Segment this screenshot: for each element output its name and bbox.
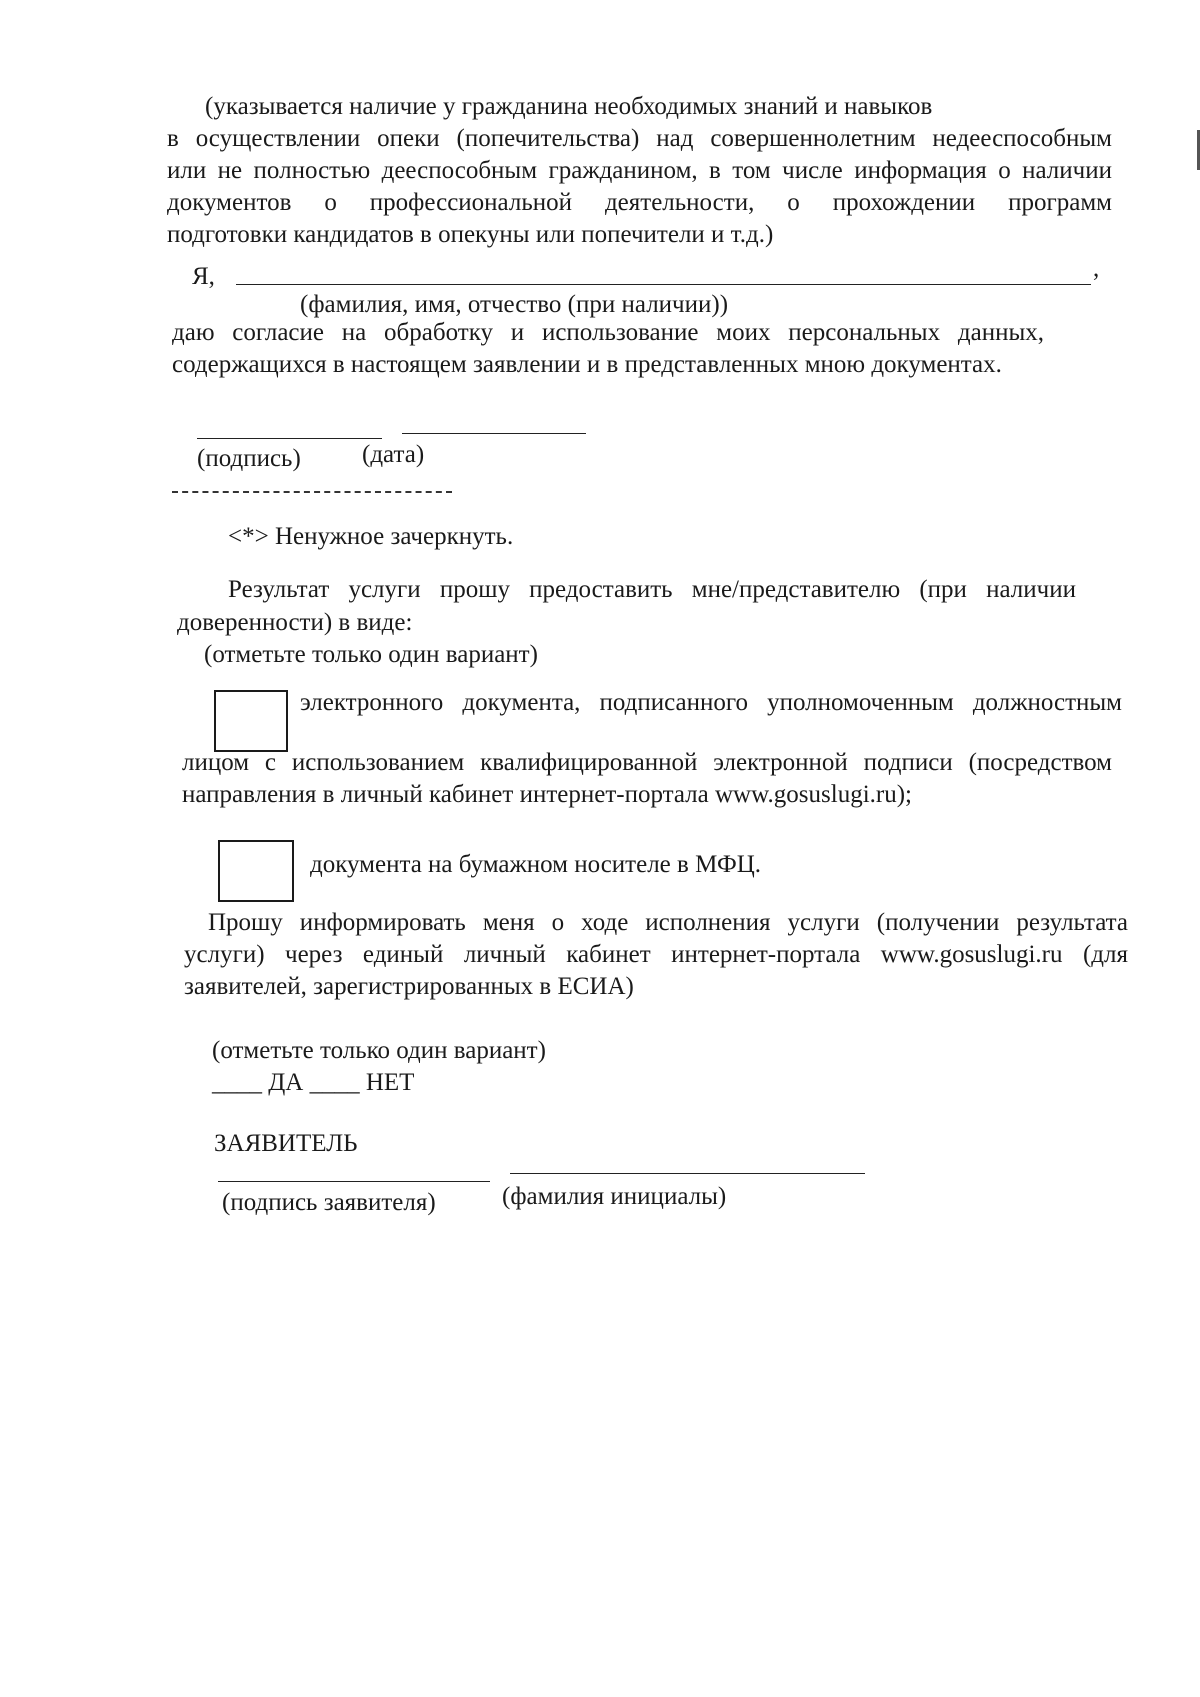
para1-line2: в осуществлении опеки (попечительства) над совершеннолетним недееспособным bbox=[167, 125, 1112, 152]
applicant-title: ЗАЯВИТЕЛЬ bbox=[214, 1130, 358, 1157]
para1-line4: документов о профессиональной деятельности, о прохождении программ bbox=[167, 189, 1112, 216]
inform-line2: услуги) через единый личный кабинет интернет-портала www.gosuslugi.ru (для bbox=[184, 941, 1128, 968]
date-line[interactable] bbox=[402, 433, 586, 434]
yes-no-options[interactable]: ____ ДА ____ НЕТ bbox=[212, 1069, 415, 1096]
result-line1: Результат услуги прошу предоставить мне/представителю (при наличии bbox=[228, 576, 1076, 603]
footnote: <*> Ненужное зачеркнуть. bbox=[228, 523, 514, 550]
fio-hint: (фамилия, имя, отчество (при наличии)) bbox=[300, 291, 729, 318]
paper-document-checkbox[interactable] bbox=[218, 840, 294, 902]
consent-comma: , bbox=[1093, 255, 1100, 282]
date-label: (дата) bbox=[362, 441, 425, 468]
option1-line2: лицом с использованием квалифицированной электронной подписи (посредством bbox=[182, 749, 1112, 776]
applicant-name-label: (фамилия инициалы) bbox=[502, 1183, 727, 1210]
para1-line3: или не полностью дееспособным гражданином, в том числе информация о наличии bbox=[167, 157, 1112, 184]
inform-line1: Прошу информировать меня о ходе исполнения услуги (получении результата bbox=[208, 909, 1128, 936]
para1-line1: (указывается наличие у гражданина необходимых знаний и навыков bbox=[205, 93, 933, 120]
fio-input-line[interactable] bbox=[236, 284, 1091, 285]
signature-label: (подпись) bbox=[197, 445, 301, 472]
result-choose-hint: (отметьте только один вариант) bbox=[204, 641, 538, 668]
applicant-signature-line[interactable] bbox=[218, 1181, 490, 1182]
consent-line2: содержащихся в настоящем заявлении и в представленных мною документах. bbox=[172, 351, 1002, 378]
applicant-name-line[interactable] bbox=[510, 1173, 865, 1174]
option1-line3: направления в личный кабинет интернет-портала www.gosuslugi.ru); bbox=[182, 781, 912, 808]
result-line2: доверенности) в виде: bbox=[177, 609, 413, 636]
footnote-separator bbox=[172, 491, 452, 493]
option2-label: документа на бумажном носителе в МФЦ. bbox=[310, 851, 762, 878]
para1-line5: подготовки кандидатов в опекуны или попечители и т.д.) bbox=[167, 221, 774, 248]
inform-line3: заявителей, зарегистрированных в ЕСИА) bbox=[184, 973, 634, 1000]
option1-line1: электронного документа, подписанного уполномоченным должностным bbox=[300, 689, 1122, 716]
signature-line[interactable] bbox=[197, 438, 382, 439]
electronic-document-checkbox[interactable] bbox=[214, 690, 288, 752]
consent-line1: даю согласие на обработку и использование моих персональных данных, bbox=[172, 319, 1044, 346]
inform-choose-hint: (отметьте только один вариант) bbox=[212, 1037, 546, 1064]
consent-ya: Я, bbox=[192, 263, 215, 290]
applicant-signature-label: (подпись заявителя) bbox=[222, 1189, 436, 1216]
